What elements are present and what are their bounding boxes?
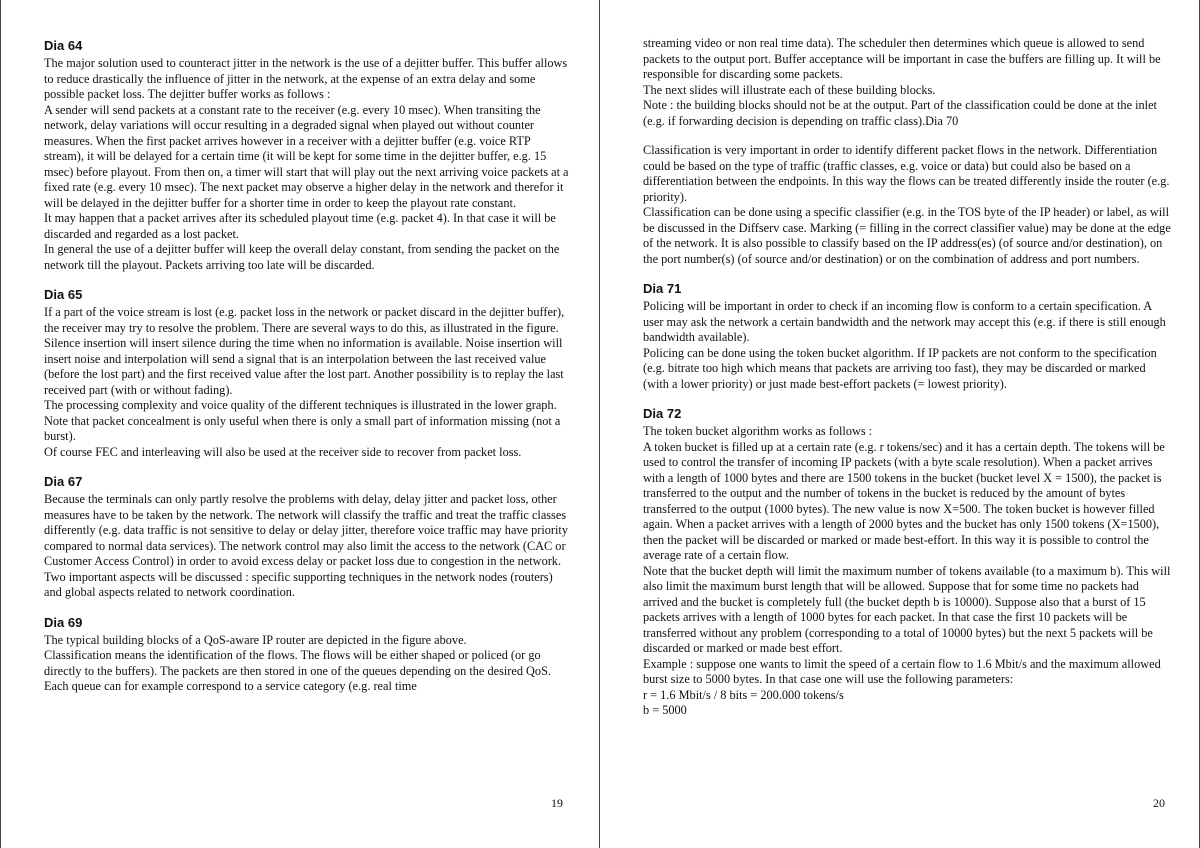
section-heading: Dia 65	[44, 287, 83, 302]
section-classification	[643, 143, 1173, 267]
paragraph: Classification can be done using a specific classifier (e.g. in the TOS byte of the IP header) or label, as will be discussed in the Diffserv case. Marking (= filling in the correct classifier value) may be done at the edge of the network. It is also possible to classify based on the IP address(es) (of source and/or destination), on the port number(s) (of source and/or destination) or on the combination of address and port numbers.	[643, 205, 1171, 266]
section-dia-64	[44, 38, 571, 273]
section-dia-71	[643, 281, 1173, 392]
paragraph: Policing will be important in order to check if an incoming flow is conform to a certain specification. A user may ask the network a certain bandwidth and the network may accept this (e.g. if there is still enough bandwidth available).	[643, 299, 1166, 344]
section-heading: Dia 69	[44, 614, 83, 630]
right-page-column	[643, 36, 1173, 719]
page-left	[1, 0, 600, 848]
paragraph: A token bucket is filled up at a certain rate (e.g. r tokens/sec) and it has a certain depth. The tokens will be used to control the transfer of incoming IP packets (with a byte scale resolution). When a packet arrives with a length of 1000 bytes and there are 1500 tokens in the bucket (bucket level X = 1500), the packet is transferred to the output and the number of tokens in the bucket is reduced by the amount of bytes transferred to the output (1000 bytes). The new value is now X=500. The token bucket is however filled again. When a packet arrives with a length of 2000 bytes and the bucket has only 1500 tokens (X=1500), then the packet will be discarded or marked or made best-effort. In this way it is possible to control the average rate of a certain flow.	[643, 439, 1165, 562]
paragraph: Policing can be done using the token bucket algorithm. If IP packets are not conform to the specification (e.g. bitrate too high which means that packets are arriving too fast), they may be discarded or marked (with a lower priority) or just made best-effort packets (= lowest priority).	[643, 345, 1157, 391]
paragraph: Of course FEC and interleaving will also be used at the receiver side to recover from packet loss.	[44, 444, 522, 459]
paragraph: Note that the bucket depth will limit the maximum number of tokens available (to a maximum b). This will also limit the maximum burst length that will be allowed. Suppose that for some time no packets had arrived and the bucket is completely full (the bucket depth b is 10000). Suppose also that a burst of 15 packets arrives with a length of 1000 bytes for each packet. In that case the first 10 packets will be transferred without any problem (corresponding to a total of 10000 bytes) but the next 5 packets will be discarded or marked or made best effort.	[643, 563, 1171, 655]
section-heading: Dia 67	[44, 474, 83, 489]
section-dia-67	[44, 474, 571, 601]
paragraph: The typical building blocks of a QoS-aware IP router are depicted in the figure above.	[44, 632, 467, 647]
paragraph: Note : the building blocks should not be at the output. Part of the classification could be done at the inlet (e.g. if forwarding decision is depending on traffic class).Dia 70	[643, 98, 1157, 128]
paragraph: r = 1.6 Mbit/s / 8 bits = 200.000 tokens/s	[643, 687, 844, 702]
section-heading: Dia 71	[643, 281, 682, 296]
paragraph: The next slides will illustrate each of these building blocks.	[643, 82, 936, 97]
paragraph: b = 5000	[643, 703, 687, 717]
paragraph: Classification is very important in order to identify different packet flows in the network. Differentiation could be based on the type of traffic (traffic classes, e.g. voice or data) but could also be based on a differentiation between the endpoints. In this way the flows can be treated differently inside the router (e.g. priority).	[643, 143, 1170, 204]
paragraph: Classification means the identification of the flows. The flows will be either shaped or policed (or go directly to the buffers). The packets are then stored in one of the queues depending on the desired QoS. Each queue can for example correspond to a service category (e.g. real time	[44, 648, 551, 693]
paragraph: The major solution used to counteract jitter in the network is the use of a dejitter buffer. This buffer allows to reduce drastically the influence of jitter in the network, at the expense of an extra delay and some possible packet loss. The dejitter buffer works as follows :	[44, 56, 568, 101]
left-page-column	[44, 38, 571, 695]
paragraph: Note that packet concealment is only useful when there is only a small part of information missing (not a burst).	[44, 413, 561, 443]
page-right	[601, 0, 1200, 848]
page-number: 19	[551, 796, 563, 810]
section-heading: Dia 72	[643, 406, 682, 421]
paragraph: The token bucket algorithm works as follows :	[643, 424, 873, 438]
paragraph: It may happen that a packet arrives after its scheduled playout time (e.g. packet 4). In that case it will be discarded and regarded as a lost packet.	[44, 211, 556, 241]
section-dia-69	[44, 615, 571, 695]
paragraph: Example : suppose one wants to limit the speed of a certain flow to 1.6 Mbit/s and the maximum allowed burst size to 5000 bytes. In that case one will use the following parameters:	[643, 656, 1161, 686]
paragraph: streaming video or non real time data). The scheduler then determines which queue is allowed to send packets to the output port. Buffer acceptance will be important in case the buffers are filling up. It will be responsible for discarding some packets.	[643, 36, 1161, 81]
paragraph: A sender will send packets at a constant rate to the receiver (e.g. every 10 msec). When transiting the network, delay variations will occur resulting in a degraded signal when played out without counter measures. When the first packet arrives however in a receiver with a dejitter buffer (e.g. voice RTP stream), it will be delayed for a certain time (it will be kept for some time in the dejitter buffer, e.g. 15 msec) before playout. From then on, a timer will start that will play out the next arriving voice packets at a fixed rate (e.g. every 10 msec). The next packet may observe a higher delay in the network and therefor it will be delayed in the dejitter buffer for a shorter time in order to keep the playout rate constant.	[44, 102, 569, 210]
section-dia-65	[44, 287, 571, 460]
paragraph: The processing complexity and voice quality of the different techniques is illustrated in the lower graph.	[44, 398, 557, 412]
section-dia-69-continued	[643, 36, 1173, 129]
paragraph: If a part of the voice stream is lost (e.g. packet loss in the network or packet discard in the dejitter buffer), the receiver may try to resolve the problem. There are several ways to do this, as illustrated in the figure. Silence insertion will insert silence during the time when no information is available. Noise insertion will insert noise and interpolation will send a signal that is an interpolation between the last received value (before the lost part) and the first received value after the lost part. Another possibility is to replay the last received part (with or without fading).	[44, 305, 565, 397]
paragraph: Two important aspects will be discussed : specific supporting techniques in the network nodes (routers) and global aspects related to network coordination.	[44, 569, 553, 599]
page-number: 20	[1153, 796, 1165, 810]
paragraph: In general the use of a dejitter buffer will keep the overall delay constant, from sending the packet on the network till the playout. Packets arriving too late will be discarded.	[44, 242, 560, 272]
paragraph: Because the terminals can only partly resolve the problems with delay, delay jitter and packet loss, other measures have to be taken by the network. The network will classify the traffic and treat the traffic classes differently (e.g. data traffic is not sensitive to delay or delay jitter, therefore voice traffic may have priority compared to normal data services). The network control may also limit the access to the network (CAC or Customer Access Control) in order to avoid excess delay or packet loss due to congestion in the network.	[44, 492, 568, 568]
section-dia-72	[643, 406, 1173, 719]
section-heading: Dia 64	[44, 38, 83, 53]
